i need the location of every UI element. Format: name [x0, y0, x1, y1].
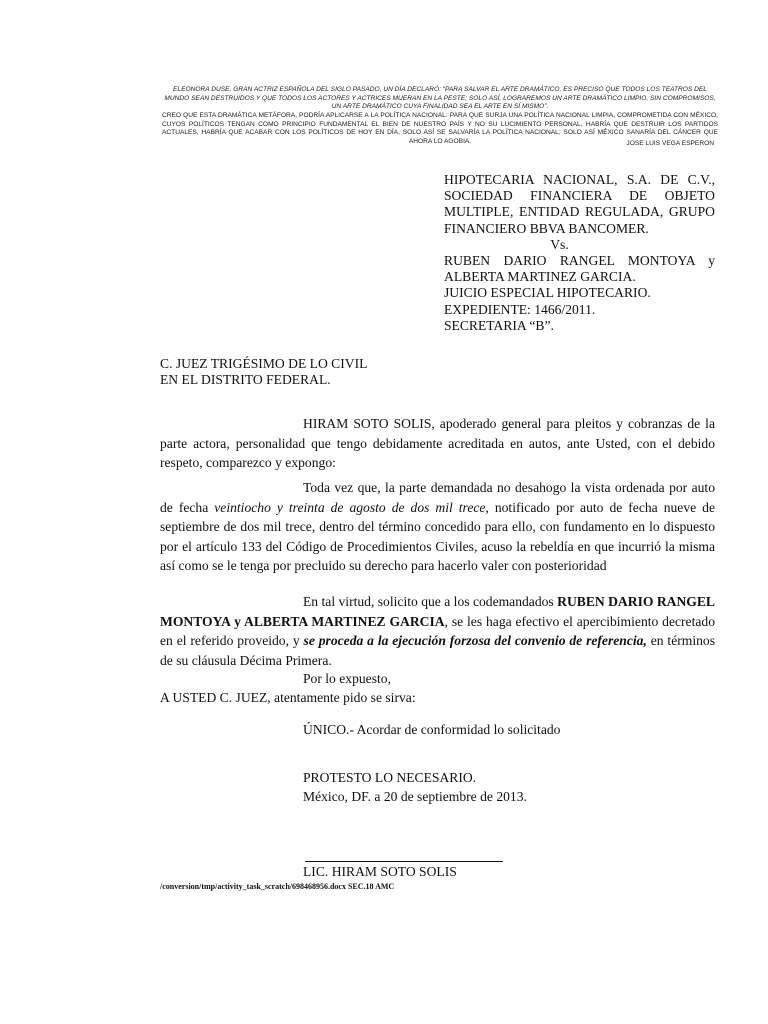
epigraph-quote-text: ELEONORA DUSE, GRAN ACTRIZ ESPAÑOLA DEL SIGLO PASADO, UN DÍA DECLARÓ: “PARA SALVAR EL ARTE DRAMÁTICO, ES PRECISO QUE TODOS LOS TEATROS DEL MUNDO SEAN DESTRUIDOS Y QUE TODOS LOS ACTORES Y ACTRICES MUERAN EN LA PESTE; SOLO ASÍ, LOGRAREMOS UN ARTE DRAMÁTICO LIMPIO, SIN COMPROMISOS, UN ARTE DRAMÁTICO CUYA FINALIDAD SEA EL ARTE EN SÍ MISMO”.: [164, 86, 716, 111]
case-caption: [444, 172, 715, 334]
addressee: [160, 356, 367, 388]
caption-secretariat: SECRETARIA “B”.: [444, 317, 554, 333]
request-text-a: En tal virtud, solicito que a los codemandados: [303, 594, 558, 609]
unico-point: ÚNICO.- Acordar de conformidad lo solicitado: [303, 722, 561, 737]
enforcement-request: se proceda a la ejecución forzosa del convenio de referencia,: [303, 633, 647, 648]
signature-line: [305, 861, 503, 862]
codefendant-names: RUBEN DARIO RANGEL MONTOYA y ALBERTA MARTINEZ GARCIA: [160, 594, 715, 629]
caption-defendants: RUBEN DARIO RANGEL MONTOYA y ALBERTA MARTINEZ GARCIA.: [444, 253, 715, 285]
caption-vs: Vs.: [550, 236, 569, 252]
place-date-line: México, DF. a 20 de septiembre de 2013.: [303, 789, 527, 804]
signature-name: LIC. HIRAM SOTO SOLIS: [303, 864, 457, 879]
caption-case-type: JUICIO ESPECIAL HIPOTECARIO.: [444, 285, 651, 301]
por-lo-expuesto: Por lo expuesto,: [303, 671, 391, 686]
footer-filepath: /conversion/tmp/activity_task_scratch/698468956.docx SEC.18 AMC: [160, 882, 395, 891]
default-claim-text-a: Toda vez que, la parte demandada no desahogo la vista ordenada por auto de fecha: [160, 480, 715, 515]
caption-file-number: EXPEDIENTE: 1466/2011.: [444, 301, 596, 317]
request-text-c: en términos de su cláusula Décima Primera.: [160, 633, 715, 668]
petition-line: A USTED C. JUEZ, atentamente pido se sirva:: [160, 690, 416, 705]
paragraph-request: [160, 592, 715, 670]
default-claim-text-b: , notificado por auto de fecha nueve de septiembre de dos mil trece, dentro del término concedido para ello, con fundamento en lo dispuesto por el artículo 133 del Código de Procedimientos Civiles, acuso la rebeldía en que incurrió la misma así como se le tenga por precluido su derecho para hacerlo valer con posterioridad: [160, 499, 715, 573]
order-date: veintiocho y treinta de agosto de dos mil trece: [214, 499, 486, 515]
epigraph-author: JOSE LUIS VEGA ESPERON: [626, 140, 714, 147]
introduction-text: , apoderado general para pleitos y cobranzas de la parte actora, personalidad que tengo debidamente acreditada en autos, ante Usted, con el debido respeto, comparezco y expongo:: [160, 416, 715, 470]
attorney-name: HIRAM SOTO SOLIS: [303, 416, 432, 431]
paragraph-default-claim: [160, 478, 715, 576]
caption-plaintiff: HIPOTECARIA NACIONAL, S.A. DE C.V., SOCIEDAD FINANCIERA DE OBJETO MULTIPLE, ENTIDAD REGULADA, GRUPO FINANCIERO BBVA BANCOMER.: [444, 172, 715, 236]
epigraph-quote: [162, 86, 718, 112]
protesto-line: PROTESTO LO NECESARIO.: [303, 770, 477, 785]
epigraph-commentary: CREO QUE ESTA DRAMÁTICA METÁFORA, PODRÍA APLICARSE A LA POLÍTICA NACIONAL: PARA QUE SURJA UNA POLÍTICA NACIONAL LIMPIA, COMPROMETIDA CON MÉXICO, CUYOS POLÍTICOS TENGAN COMO PRINCIPIO FUNDAMENTAL EL BIEN DE NUESTRO PAÍS Y NO SU LUCIMIENTO PERSONAL, HABRÍA QUE DESTRUIR LOS PARTIDOS ACTUALES, HABRÍA QUE ACABAR CON LOS POLÍTICOS DE HOY EN DÍA, SOLO ASÍ SE SALVARÍA LA POLÍTICA NACIONAL; SOLO ASÍ MÉXICO SANARÍA DEL CÁNCER QUE AHORA LO AGOBIA.: [162, 112, 718, 145]
paragraph-introduction: [160, 414, 715, 473]
request-text-b: , se les haga efectivo el apercibimiento decretado en el referido proveido, y: [160, 613, 715, 648]
addressee-line-1: C. JUEZ TRIGÉSIMO DE LO CIVIL: [160, 356, 368, 371]
addressee-line-2: EN EL DISTRITO FEDERAL.: [160, 372, 331, 388]
